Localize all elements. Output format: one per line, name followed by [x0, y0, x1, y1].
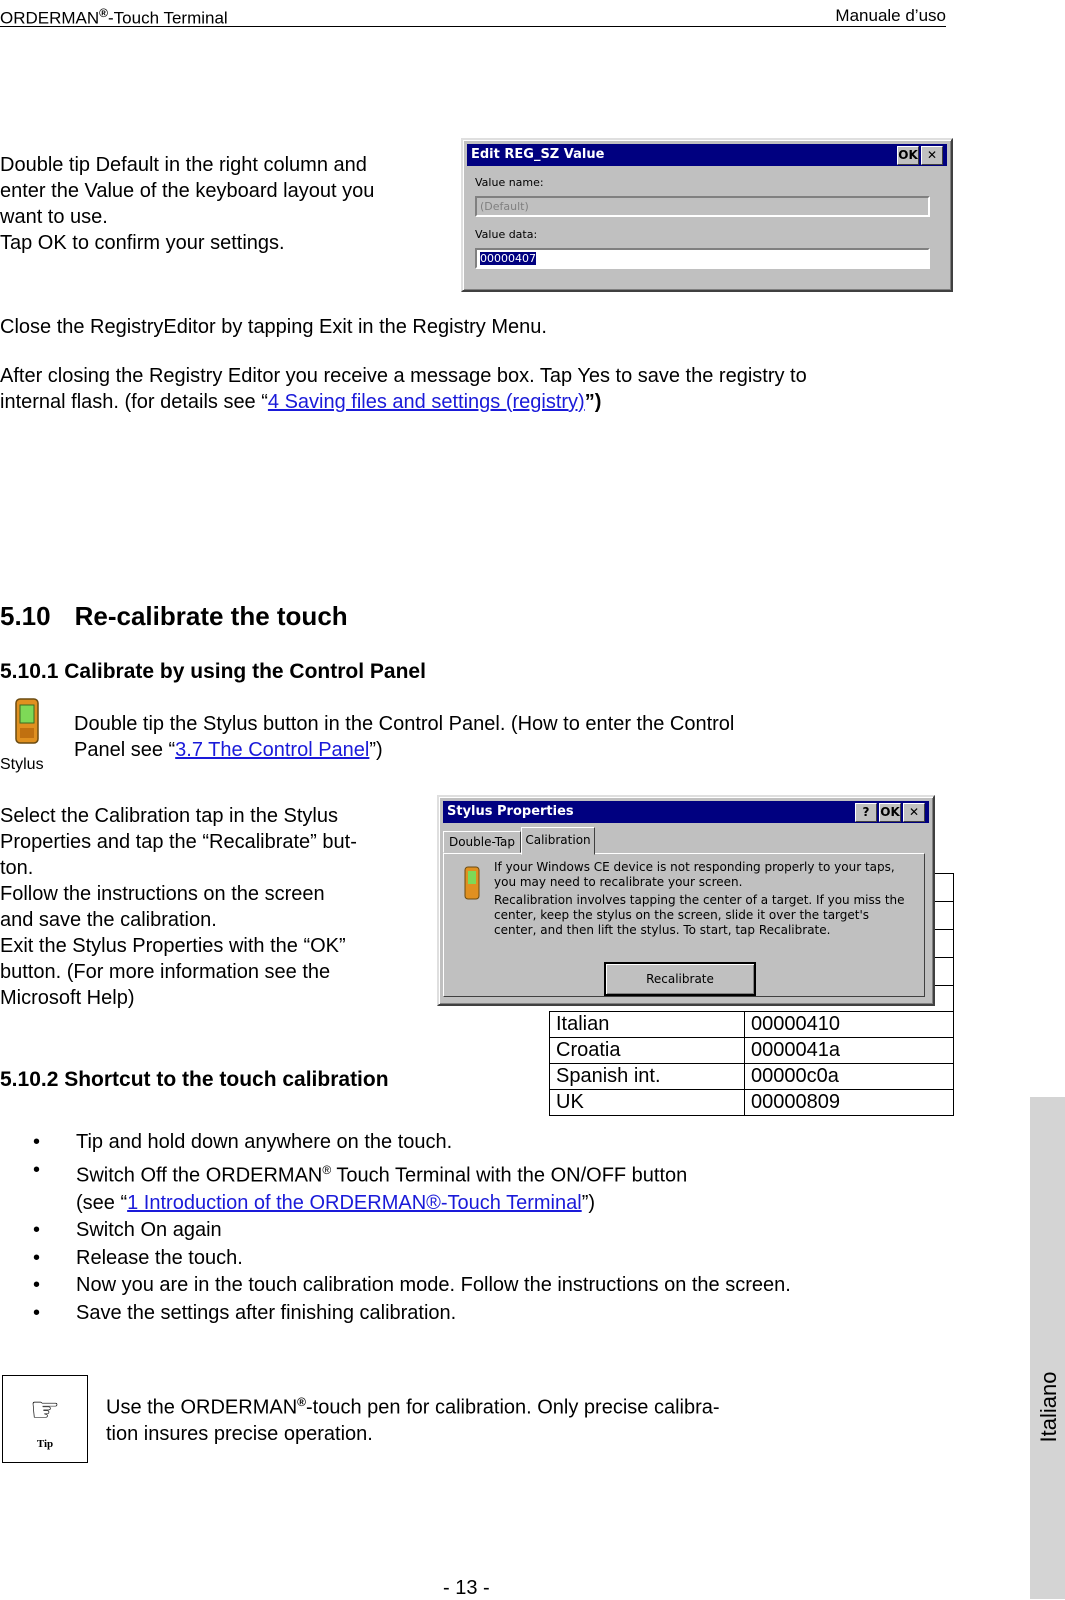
- subsection-1-title: 5.10.1 Calibrate by using the Control Panel: [0, 660, 426, 683]
- step-text: Switch Off the ORDERMAN: [76, 1164, 323, 1187]
- step-text: ”): [581, 1191, 596, 1214]
- calibration-text: [0, 803, 357, 1011]
- step-text: Save the settings after finishing calibration.: [76, 1301, 457, 1324]
- stylus-icon-label: Stylus: [0, 756, 44, 773]
- table-cell-code: 00000410: [745, 1012, 954, 1038]
- calib-line: Microsoft Help): [0, 987, 135, 1009]
- tab-double-tap[interactable]: Double-Tap: [443, 831, 521, 853]
- after-line-pre: internal flash. (for details see “: [0, 391, 268, 413]
- after-paragraph: [0, 363, 807, 415]
- stylus-icon: [12, 698, 42, 744]
- ok-button[interactable]: OK: [879, 803, 901, 822]
- intro-line: want to use.: [0, 206, 108, 228]
- list-item: [33, 1217, 1016, 1245]
- value-data-label: Value data:: [475, 228, 538, 241]
- stylus-line: Double tip the Stylus button in the Control Panel. (How to enter the Control: [74, 713, 735, 735]
- step-text: Now you are in the touch calibration mode. Follow the instructions on the screen.: [76, 1274, 791, 1297]
- ok-button[interactable]: OK: [897, 146, 919, 165]
- bullet-icon: •: [33, 1246, 41, 1269]
- edit-value-dialog: [461, 138, 953, 292]
- list-item: [33, 1272, 1016, 1300]
- stylus-line-post: ”): [369, 739, 383, 761]
- stylus-line-pre: Panel see “: [74, 739, 176, 761]
- page-number: - 13 -: [443, 1577, 490, 1599]
- table-cell-lang: Croatia: [550, 1038, 745, 1064]
- step-text: Touch Terminal with the ON/OFF button: [331, 1164, 688, 1187]
- introduction-link[interactable]: 1 Introduction of the ORDERMAN®-Touch Terminal: [127, 1191, 582, 1214]
- reg-mark: ®: [297, 1395, 306, 1409]
- table-cell-lang: UK: [550, 1090, 745, 1116]
- value-data-text: 00000407: [480, 252, 536, 265]
- side-language-tab: [1030, 1097, 1065, 1599]
- layout-table: [549, 1011, 954, 1116]
- section-heading: [0, 601, 348, 632]
- table-cell-lang: Spanish int.: [550, 1064, 745, 1090]
- calib-line: Exit the Stylus Properties with the “OK”: [0, 935, 346, 957]
- side-tab-label-wrap: [1034, 1352, 1064, 1462]
- tip-label: Tip: [36, 1438, 54, 1450]
- edit-dialog-title: Edit REG_SZ Value: [471, 147, 605, 162]
- table-row: [550, 1090, 954, 1116]
- section-title: Re-calibrate the touch: [74, 601, 348, 631]
- help-icon[interactable]: ?: [855, 803, 877, 822]
- section-number: 5.10: [0, 601, 51, 631]
- list-item: [33, 1300, 1016, 1328]
- edit-dialog-titlebar: [467, 144, 947, 166]
- after-line: After closing the Registry Editor you receive a message box. Tap Yes to save the registry to: [0, 365, 807, 387]
- table-cell-lang: Italian: [550, 1012, 745, 1038]
- shortcut-steps: [33, 1129, 1016, 1327]
- list-item: [33, 1157, 1016, 1218]
- calib-line: Select the Calibration tap in the Stylus: [0, 805, 338, 827]
- bullet-icon: •: [33, 1219, 41, 1242]
- list-item: [33, 1245, 1016, 1273]
- stylus-dialog-titlebar: [443, 801, 929, 823]
- calib-line: button. (For more information see the: [0, 961, 331, 983]
- header-manual: Manuale d’uso: [835, 6, 946, 25]
- subsection-2-title: 5.10.2 Shortcut to the touch calibration: [0, 1068, 389, 1091]
- after-line-post: ”): [584, 391, 602, 413]
- header-rule: [0, 26, 946, 27]
- bullet-icon: •: [33, 1158, 41, 1181]
- stylus-dialog-title: Stylus Properties: [447, 804, 574, 819]
- table-cell-code: 00000c0a: [745, 1064, 954, 1090]
- control-panel-link[interactable]: 3.7 The Control Panel: [175, 739, 370, 761]
- tip-text-post: -touch pen for calibration. Only precise calibra-: [306, 1396, 720, 1419]
- header-product: ORDERMAN: [0, 8, 100, 28]
- intro-line: enter the Value of the keyboard layout you: [0, 180, 375, 202]
- calib-line: Follow the instructions on the screen: [0, 883, 325, 905]
- list-item: [33, 1129, 1016, 1157]
- table-row: [550, 1012, 954, 1038]
- calibration-tab-panel: [443, 853, 925, 997]
- tip-box: [2, 1375, 88, 1463]
- tab-calibration[interactable]: Calibration: [521, 827, 595, 855]
- close-icon[interactable]: ✕: [921, 146, 943, 165]
- intro-line: Tap OK to confirm your settings.: [0, 232, 285, 254]
- value-name-field: (Default): [475, 196, 930, 217]
- side-tab-label: Italiano: [1036, 1371, 1061, 1443]
- stylus-properties-dialog: [437, 795, 935, 1006]
- table-cell-code: 00000809: [745, 1090, 954, 1116]
- table-row: [550, 1064, 954, 1090]
- intro-text: [0, 152, 374, 256]
- step-text: Switch On again: [76, 1219, 222, 1242]
- value-data-input[interactable]: [475, 248, 930, 269]
- calib-line: and save the calibration.: [0, 909, 217, 931]
- table-cell-code: 0000041a: [745, 1038, 954, 1064]
- saving-files-link[interactable]: 4 Saving files and settings (registry): [267, 391, 585, 413]
- bullet-icon: •: [33, 1131, 41, 1153]
- calibration-paragraph-2: Recalibration involves tapping the center of a target. If you miss the center, keep the stylus on the screen, slide it over the target's center, and then lift the stylus. To start, tap Recalibrate.: [494, 893, 905, 937]
- header-product-suffix: -Touch Terminal: [108, 8, 228, 28]
- step-text: Release the touch.: [76, 1246, 243, 1269]
- header-reg-mark: ®: [99, 6, 109, 20]
- calib-line: ton.: [0, 857, 34, 879]
- step-text: Tip and hold down anywhere on the touch.: [76, 1131, 453, 1153]
- stylus-device-icon: [464, 866, 480, 900]
- reg-mark: ®: [322, 1162, 332, 1177]
- calibration-paragraph-1: If your Windows CE device is not responding properly to your taps, you may need to recalibrate your screen.: [494, 860, 895, 889]
- tip-text: [106, 1389, 720, 1447]
- pointing-hand-icon: ☞: [29, 1390, 61, 1430]
- intro-line: Double tip Default in the right column and: [0, 154, 367, 176]
- tip-text-pre: Use the ORDERMAN: [106, 1396, 298, 1419]
- bullet-icon: •: [33, 1301, 41, 1324]
- table-row: [550, 1038, 954, 1064]
- stylus-instructions: [74, 711, 734, 763]
- value-name-label: Value name:: [475, 176, 544, 189]
- close-icon[interactable]: ✕: [903, 803, 925, 822]
- step-text: (see “: [76, 1191, 128, 1214]
- bullet-icon: •: [33, 1274, 41, 1297]
- calib-line: Properties and tap the “Recalibrate” but-: [0, 831, 357, 853]
- tip-line: tion insures precise operation.: [106, 1422, 373, 1445]
- close-paragraph: Close the RegistryEditor by tapping Exit in the Registry Menu.: [0, 316, 547, 338]
- recalibrate-button[interactable]: Recalibrate: [604, 962, 756, 996]
